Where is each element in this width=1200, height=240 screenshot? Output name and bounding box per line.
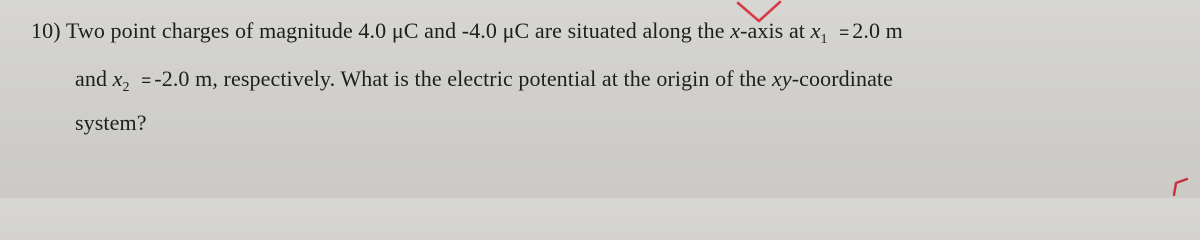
x2-equals: = [141, 71, 152, 90]
x2-subscript: 2 [122, 80, 130, 95]
handwritten-corner-mark [1170, 176, 1190, 196]
x1-subscript: 1 [820, 32, 828, 47]
x1-equals: = [839, 23, 850, 42]
question-text-part-1: Two point charges of magnitude 4.0 μC and -4.0 μC are situated along the [65, 18, 731, 43]
question-line-3 [75, 110, 147, 136]
question-text-part-3: and [75, 66, 113, 91]
question-number: 10) [31, 18, 61, 43]
question-text-part-4: -2.0 m, respectively. What is the electric potential at the origin of the [154, 66, 772, 91]
x1-variable: x [810, 18, 821, 43]
question-text-part-5: -coordinate [791, 66, 894, 91]
question-text-part-2: -axis at [740, 18, 811, 43]
question-text-part-6: system? [75, 110, 147, 135]
question-line-2 [75, 66, 893, 96]
plane-variable: xy [772, 66, 792, 91]
axis-variable: x [730, 18, 741, 43]
question-line-1 [31, 18, 903, 48]
x2-variable: x [112, 66, 123, 91]
x1-value: 2.0 m [852, 18, 903, 43]
